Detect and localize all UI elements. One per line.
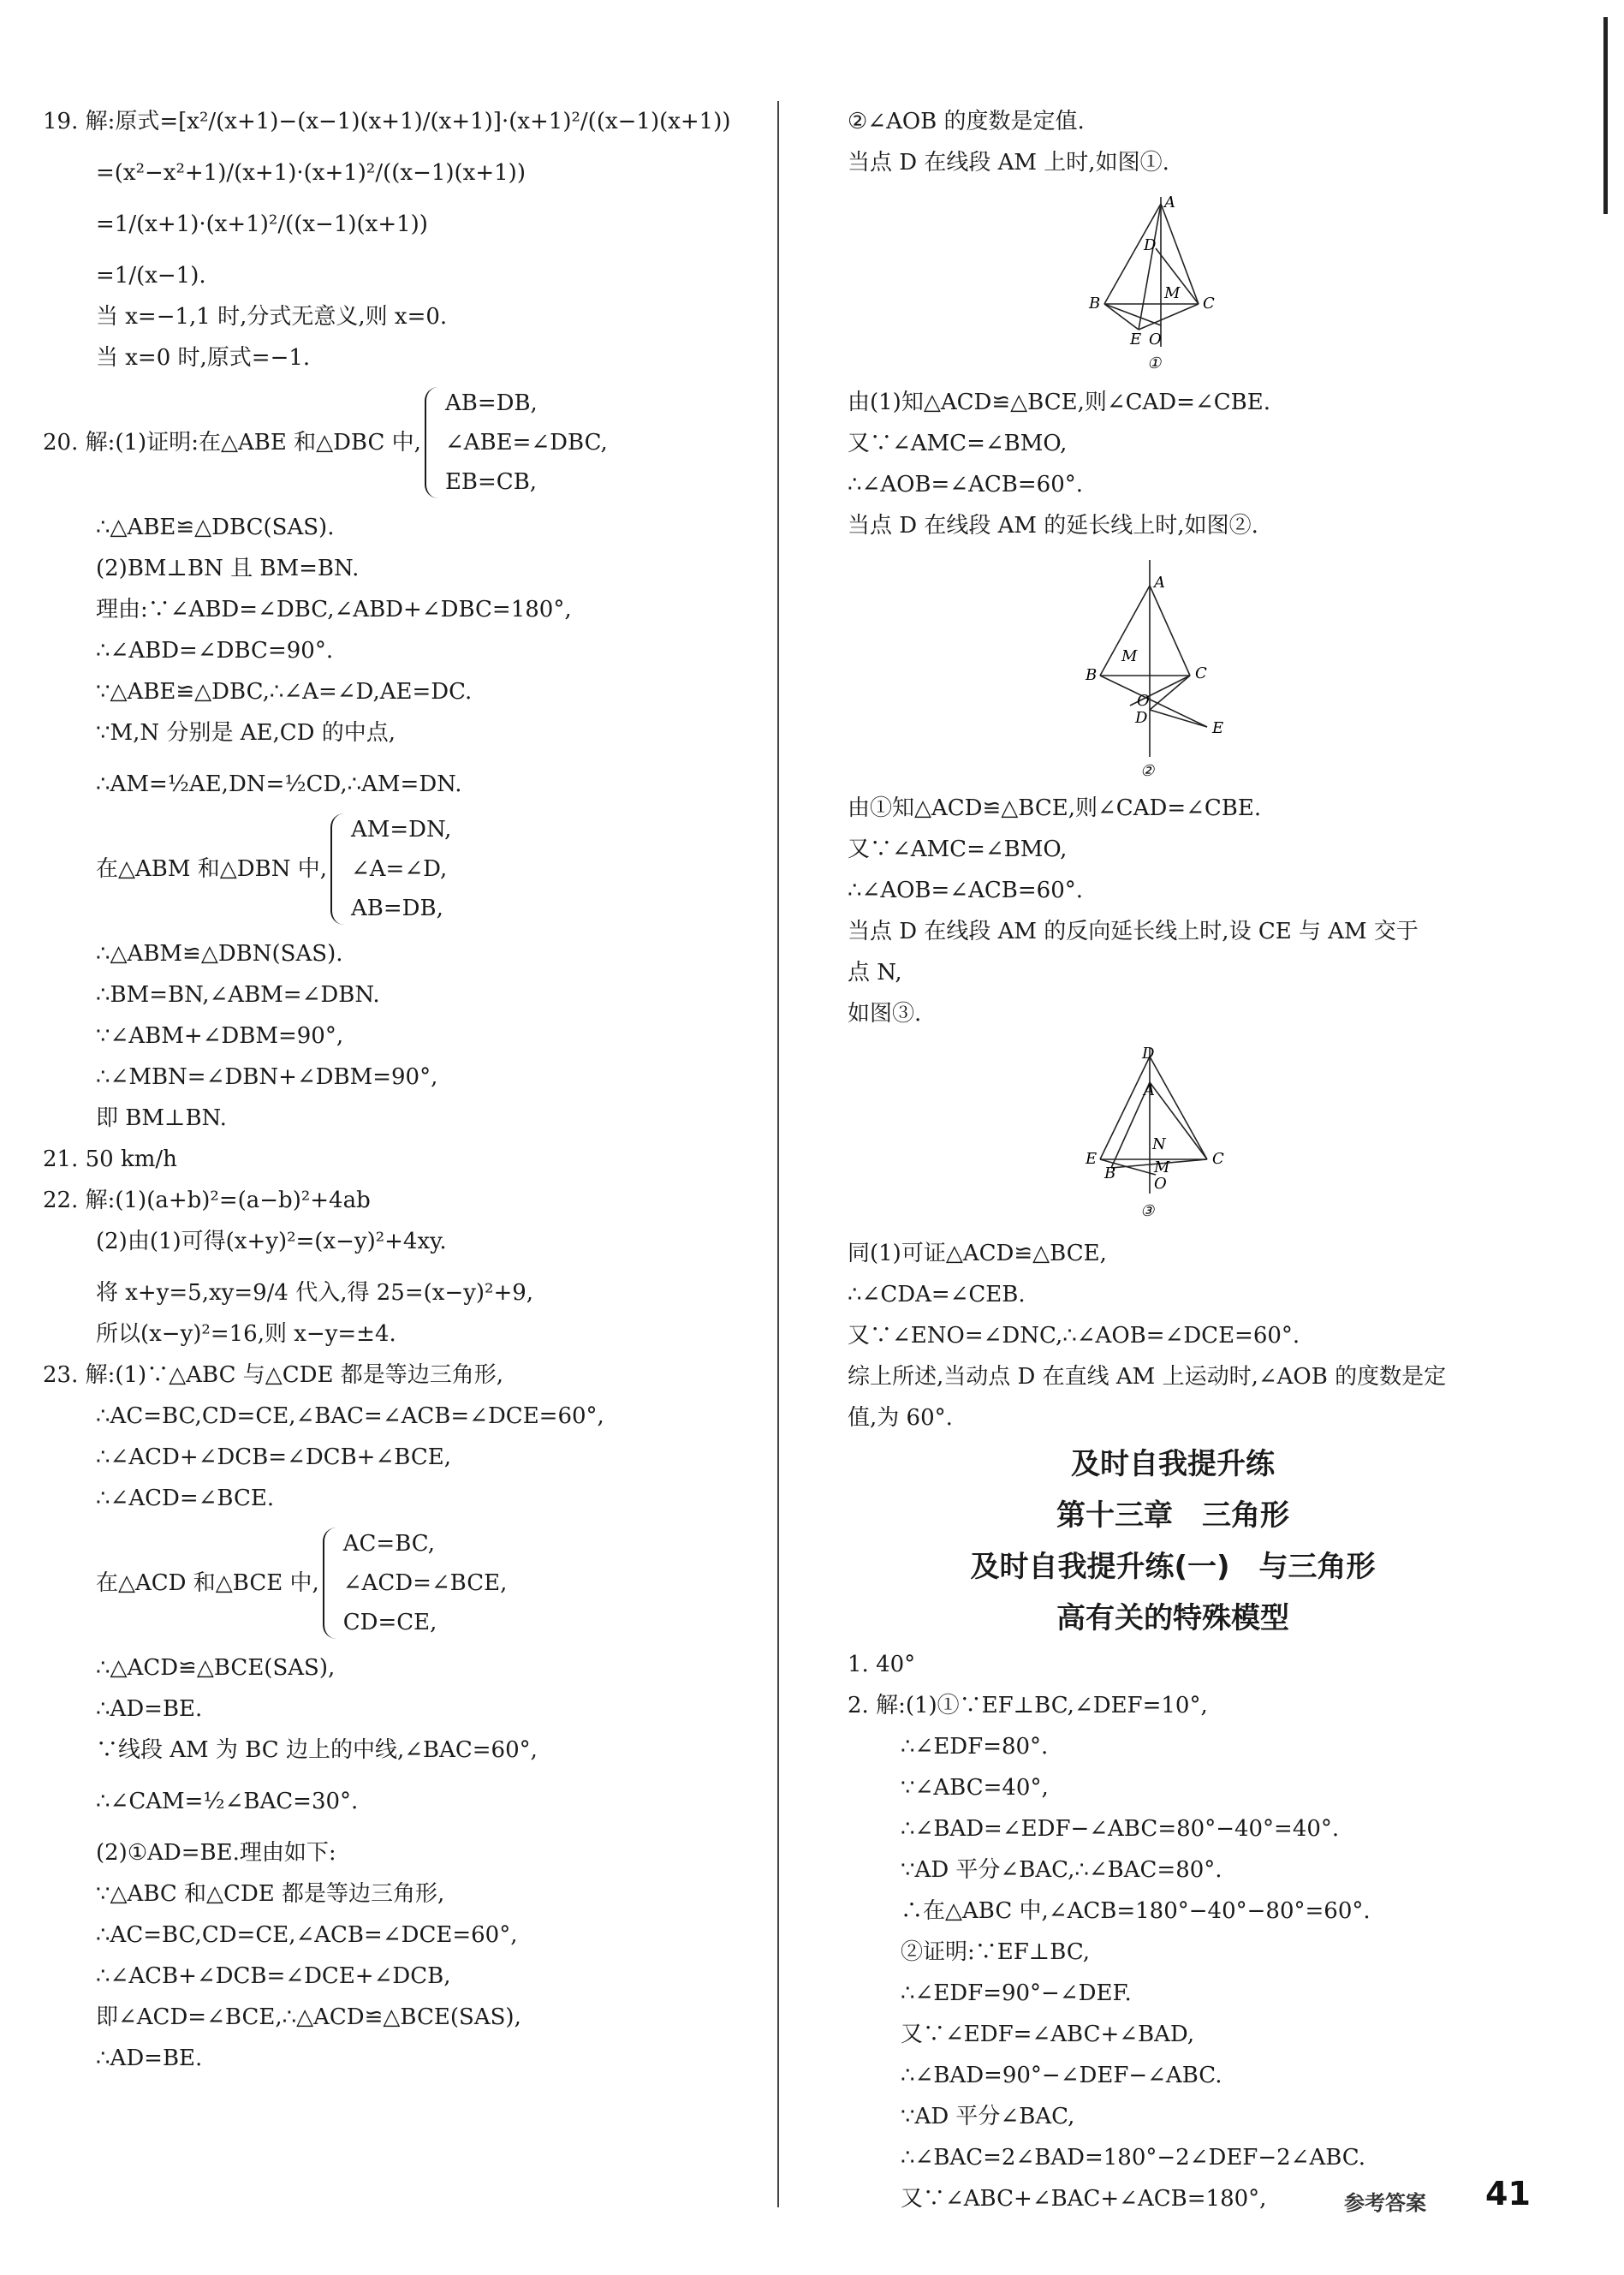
p22-line1: 22. 解:(1)(a+b)²=(a−b)²+4ab: [43, 1188, 371, 1213]
fig1-caption: ①: [1147, 354, 1162, 372]
p20-line7: ∴AM=½AE,DN=½CD,∴AM=DN.: [96, 771, 462, 797]
p23-line1: 23. 解:(1)∵△ABC 与△CDE 都是等边三角形,: [43, 1362, 503, 1388]
fig3-label-D: D: [1142, 1045, 1155, 1063]
r-line11: 点 N,: [848, 960, 902, 986]
figure-3: [959, 1039, 1387, 1228]
fig3-label-A: A: [1144, 1081, 1155, 1099]
sys-row: EB=CB,: [444, 469, 538, 495]
p23-line14: ∴AD=BE.: [96, 2046, 203, 2071]
p23-line3: ∴∠ACD+∠DCB=∠DCB+∠BCE,: [96, 1444, 451, 1470]
q2-line4: ∴∠BAD=∠EDF−∠ABC=80°−40°=40°.: [901, 1816, 1340, 1842]
r-line7: 由①知△ACD≌△BCE,则∠CAD=∠CBE.: [848, 795, 1262, 821]
sys-row: AC=BC,: [342, 1531, 436, 1557]
exercise-title: 及时自我提升练(一) 与三角形: [970, 1550, 1376, 1584]
p20-head2: 在△ABM 和△DBN 中,: [96, 856, 327, 882]
p20-line2: (2)BM⊥BN 且 BM=BN.: [96, 556, 360, 581]
p20-system1: [43, 384, 770, 502]
q2-line8: ∴∠EDF=90°−∠DEF.: [901, 1980, 1132, 2006]
p22-line3: 将 x+y=5,xy=9/4 代入,得 25=(x−y)²+9,: [96, 1280, 534, 1306]
fig3-label-B: B: [1104, 1164, 1116, 1182]
p23-line4: ∴∠ACD=∠BCE.: [96, 1486, 275, 1511]
q2-line3: ∵∠ABC=40°,: [901, 1775, 1049, 1801]
r-line4: 又∵∠AMC=∠BMO,: [848, 431, 1068, 456]
fig2-label-E: E: [1212, 719, 1224, 737]
fig3-label-M: M: [1154, 1158, 1170, 1176]
p23-line8: ∴∠CAM=½∠BAC=30°.: [96, 1789, 359, 1814]
sys-row: AB=DB,: [444, 390, 538, 416]
right-column: [848, 101, 1515, 2219]
r-line10: 当点 D 在线段 AM 的反向延长线上时,设 CE 与 AM 交于: [848, 919, 1419, 944]
sys-row: ∠ABE=∠DBC,: [444, 430, 608, 456]
p23-line2: ∴AC=BC,CD=CE,∠BAC=∠ACB=∠DCE=60°,: [96, 1403, 604, 1429]
p23-line6: ∴AD=BE.: [96, 1696, 203, 1722]
fig1-label-D: D: [1144, 236, 1157, 254]
p23-line13: 即∠ACD=∠BCE,∴△ACD≌△BCE(SAS),: [96, 2004, 521, 2030]
q2-line2: ∴∠EDF=80°.: [901, 1734, 1049, 1760]
chapter-title: 第十三章 三角形: [1056, 1498, 1289, 1533]
column-divider: [777, 101, 779, 2207]
fig2-caption: ②: [1140, 762, 1155, 780]
r-line5: ∴∠AOB=∠ACB=60°.: [848, 472, 1084, 497]
p23-line9: (2)①AD=BE.理由如下:: [96, 1840, 336, 1866]
fig2-label-O: O: [1137, 692, 1150, 710]
p23-line10: ∵△ABC 和△CDE 都是等边三角形,: [96, 1881, 445, 1907]
q2-line11: ∵AD 平分∠BAC,: [901, 2104, 1075, 2129]
fig1-label-B: B: [1089, 295, 1101, 313]
footer-label: 参考答案: [1344, 2191, 1426, 2215]
p19-line4: =1/(x−1).: [96, 263, 206, 289]
q2-line13: 又∵∠ABC+∠BAC+∠ACB=180°,: [901, 2186, 1267, 2212]
fig2-label-A: A: [1154, 574, 1165, 592]
fig1-label-C: C: [1203, 295, 1215, 313]
fig1-label-E: E: [1130, 331, 1142, 348]
q2-line6: ∴在△ABC 中,∠ACB=180°−40°−80°=60°.: [901, 1898, 1371, 1924]
left-column: [43, 101, 770, 2079]
p20-head: 20. 解:(1)证明:在△ABE 和△DBC 中,: [43, 430, 421, 456]
fig1-label-O: O: [1149, 331, 1162, 348]
fig2-label-M: M: [1121, 647, 1138, 665]
p20-system2: [43, 810, 770, 928]
q2-line5: ∵AD 平分∠BAC,∴∠BAC=80°.: [901, 1857, 1222, 1883]
p22-line2: (2)由(1)可得(x+y)²=(x−y)²+4xy.: [96, 1229, 447, 1254]
r-line14: ∴∠CDA=∠CEB.: [848, 1282, 1026, 1307]
fig2-label-D: D: [1135, 709, 1148, 727]
p22-line4: 所以(x−y)²=16,则 x−y=±4.: [96, 1321, 396, 1347]
r-line1: ②∠AOB 的度数是定值.: [848, 109, 1085, 134]
r-line2: 当点 D 在线段 AM 上时,如图①.: [848, 150, 1169, 176]
p20-line8: ∴△ABM≌△DBN(SAS).: [96, 941, 343, 967]
r-line9: ∴∠AOB=∠ACB=60°.: [848, 878, 1084, 903]
section-title-1: 及时自我提升练: [1071, 1447, 1275, 1481]
p19-line2: =(x²−x²+1)/(x+1)·(x+1)²/((x−1)(x+1)): [96, 160, 526, 186]
exercise-title-cont: 高有关的特殊模型: [1056, 1601, 1289, 1635]
sys-row: ∠A=∠D,: [351, 856, 448, 882]
figure-1: [959, 188, 1387, 377]
sys-row: AM=DN,: [351, 817, 452, 843]
q2-line10: ∴∠BAD=90°−∠DEF−∠ABC.: [901, 2063, 1222, 2088]
p20-line1: ∴△ABE≌△DBC(SAS).: [96, 515, 335, 540]
r-line16: 综上所述,当动点 D 在直线 AM 上运动时,∠AOB 的度数是定: [848, 1364, 1447, 1390]
figure-2: [959, 551, 1387, 783]
p20-line10: ∵∠ABM+∠DBM=90°,: [96, 1023, 344, 1049]
sys-row: AB=DB,: [351, 896, 443, 921]
r-line3: 由(1)知△ACD≌△BCE,则∠CAD=∠CBE.: [848, 390, 1270, 415]
page-number: 41: [1485, 2175, 1531, 2212]
fig3-label-E: E: [1086, 1150, 1098, 1168]
brace: [425, 387, 440, 498]
r-line8: 又∵∠AMC=∠BMO,: [848, 837, 1068, 862]
p19-line6: 当 x=0 时,原式=−1.: [96, 345, 311, 371]
p20-line4: ∴∠ABD=∠DBC=90°.: [96, 638, 334, 664]
fig1-label-M: M: [1164, 284, 1181, 302]
p20-line5: ∵△ABE≌△DBC,∴∠A=∠D,AE=DC.: [96, 679, 473, 705]
p23-line5: ∴△ACD≌△BCE(SAS),: [96, 1655, 336, 1681]
p20-line3: 理由:∵∠ABD=∠DBC,∠ABD+∠DBC=180°,: [96, 597, 572, 622]
q1-line: 1. 40°: [848, 1652, 916, 1677]
q2-line9: 又∵∠EDF=∠ABC+∠BAD,: [901, 2022, 1195, 2047]
p19-line3: =1/(x+1)·(x+1)²/((x−1)(x+1)): [96, 211, 428, 237]
p23-system: [43, 1524, 770, 1642]
fig3-caption: ③: [1140, 1202, 1155, 1220]
fig1-label-A: A: [1164, 194, 1175, 211]
r-line6: 当点 D 在线段 AM 的延长线上时,如图②.: [848, 513, 1258, 539]
p21-line: 21. 50 km/h: [43, 1146, 177, 1172]
p20-line9: ∴BM=BN,∠ABM=∠DBN.: [96, 982, 380, 1008]
r-line12: 如图③.: [848, 1001, 922, 1027]
page-edge-line: [1603, 17, 1608, 214]
sys-row: CD=CE,: [342, 1610, 437, 1635]
p23-head: 在△ACD 和△BCE 中,: [96, 1570, 319, 1596]
fig3-label-N: N: [1152, 1135, 1166, 1153]
p19-line5: 当 x=−1,1 时,分式无意义,则 x=0.: [96, 304, 448, 330]
p20-line12: 即 BM⊥BN.: [96, 1105, 227, 1131]
q2-line12: ∴∠BAC=2∠BAD=180°−2∠DEF−2∠ABC.: [901, 2145, 1366, 2171]
brace: [330, 813, 346, 925]
r-line13: 同(1)可证△ACD≌△BCE,: [848, 1241, 1107, 1266]
q2-line7: ②证明:∵EF⊥BC,: [901, 1939, 1091, 1965]
p20-line6: ∵M,N 分别是 AE,CD 的中点,: [96, 720, 396, 746]
p23-line11: ∴AC=BC,CD=CE,∠ACB=∠DCE=60°,: [96, 1922, 518, 1948]
fig2-label-C: C: [1195, 664, 1207, 682]
sys-row: ∠ACD=∠BCE,: [342, 1570, 508, 1596]
p20-line11: ∴∠MBN=∠DBN+∠DBM=90°,: [96, 1064, 438, 1090]
r-line15: 又∵∠ENO=∠DNC,∴∠AOB=∠DCE=60°.: [848, 1323, 1300, 1349]
fig2-label-B: B: [1086, 666, 1098, 684]
fig3-label-C: C: [1212, 1150, 1224, 1168]
q2-line1: 2. 解:(1)①∵EF⊥BC,∠DEF=10°,: [848, 1693, 1208, 1718]
r-line17: 值,为 60°.: [848, 1405, 953, 1431]
p23-line7: ∵线段 AM 为 BC 边上的中线,∠BAC=60°,: [96, 1737, 538, 1763]
p19-line1: 19. 解:原式=[x²/(x+1)−(x−1)(x+1)/(x+1)]·(x+1)²/((x−1)(x+1)): [43, 109, 731, 134]
fig3-label-O: O: [1154, 1175, 1167, 1193]
brace: [323, 1528, 338, 1639]
p23-line12: ∴∠ACB+∠DCB=∠DCE+∠DCB,: [96, 1963, 451, 1989]
